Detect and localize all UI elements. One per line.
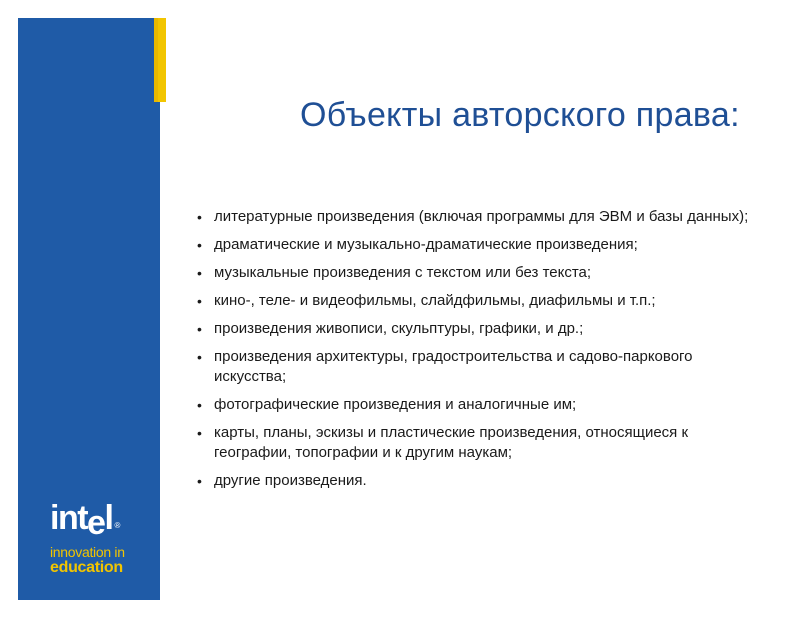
wordmark-dropped-e: e (87, 504, 105, 542)
wordmark-part: int (50, 499, 88, 537)
bullet-icon: • (197, 425, 202, 441)
bullet-icon: • (197, 321, 202, 337)
list-item-text: фотографические произведения и аналогичные им; (214, 396, 577, 413)
list-item (197, 395, 757, 415)
list-item (197, 319, 757, 339)
list-item-text: карты, планы, эскизы и пластические произведения, относящиеся к географии, топографии и к другим наукам; (214, 424, 689, 461)
list-item (197, 423, 757, 463)
wordmark-part: l (104, 499, 113, 537)
bullet-icon: • (197, 397, 202, 413)
bullet-icon: • (197, 473, 202, 489)
list-item-text: литературные произведения (включая программы для ЭВМ и базы данных); (214, 208, 749, 225)
gold-accent-bar (154, 18, 166, 102)
list-item (197, 263, 757, 283)
slide-title: Объекты авторского права: (300, 96, 740, 134)
list-item (197, 291, 757, 311)
list-item (197, 235, 757, 255)
bullet-icon: • (197, 293, 202, 309)
list-item-text: произведения живописи, скульптуры, графики, и др.; (214, 320, 584, 337)
list-item (197, 471, 757, 491)
logo-tagline-line1: innovation in (50, 544, 125, 560)
list-item-text: произведения архитектуры, градостроительства и садово-паркового искусства; (214, 348, 693, 385)
list-item-text: другие произведения. (214, 472, 367, 489)
bullet-icon: • (197, 265, 202, 281)
bullet-icon: • (197, 349, 202, 365)
list-item (197, 347, 757, 387)
registered-mark: ® (114, 521, 121, 530)
gold-accent-bar-shade (154, 18, 158, 102)
list-item-text: музыкальные произведения с текстом или без текста; (214, 264, 592, 281)
list-item (197, 207, 757, 227)
bullet-icon: • (197, 237, 202, 253)
intel-logo (50, 500, 160, 576)
bullet-icon: • (197, 209, 202, 225)
intel-wordmark (50, 499, 121, 542)
bullet-list (197, 207, 757, 499)
list-item-text: кино-, теле- и видеофильмы, слайдфильмы, диафильмы и т.п.; (214, 292, 656, 309)
list-item-text: драматические и музыкально-драматические произведения; (214, 236, 638, 253)
logo-tagline-line2: education (50, 559, 123, 576)
